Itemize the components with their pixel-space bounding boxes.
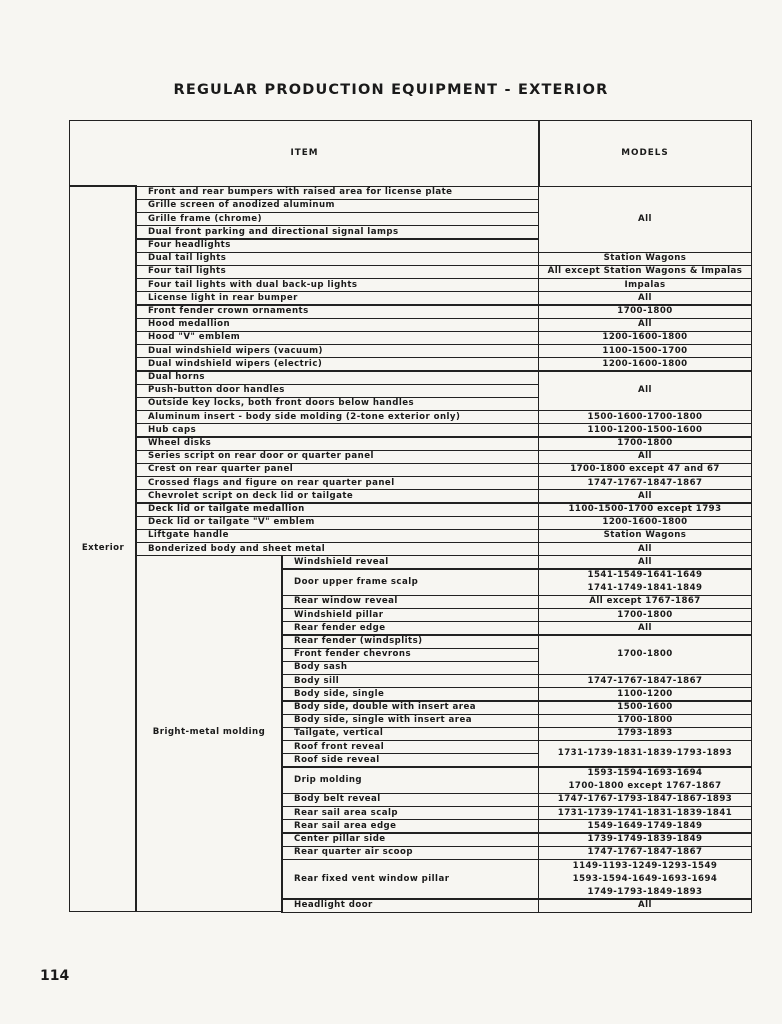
models-line: Station Wagons bbox=[603, 253, 687, 264]
models-line: 1700-1800 bbox=[617, 715, 673, 726]
models-line: 1549-1649-1749-1849 bbox=[587, 820, 703, 831]
models-line: 1700-1800 except 1767-1867 bbox=[568, 781, 722, 792]
models-line: All except 1767-1867 bbox=[589, 596, 701, 607]
item-row: Deck lid or tailgate "V" emblem bbox=[135, 516, 539, 531]
models-line: All bbox=[638, 543, 652, 554]
molding-row: Body sill bbox=[281, 674, 539, 689]
item-row: Hood medallion bbox=[135, 318, 539, 333]
molding-row: Roof side reveal bbox=[281, 753, 539, 768]
item-row: Dual windshield wipers (electric) bbox=[135, 357, 539, 372]
models-line: All bbox=[638, 213, 652, 224]
models-line: Impalas bbox=[624, 279, 666, 290]
molding-row: Rear quarter air scoop bbox=[281, 846, 539, 861]
header-item: ITEM bbox=[69, 120, 540, 187]
header-models: MODELS bbox=[538, 120, 752, 187]
models-line: All bbox=[638, 622, 652, 633]
models-line: All bbox=[638, 292, 652, 303]
molding-row: Rear fixed vent window pillar bbox=[281, 859, 539, 900]
molding-row: Front fender chevrons bbox=[281, 648, 539, 663]
item-row: Front and rear bumpers with raised area for license plate bbox=[135, 186, 539, 201]
models-line: 1731-1739-1741-1831-1839-1841 bbox=[557, 807, 733, 818]
models-line: 1500-1600-1700-1800 bbox=[587, 411, 703, 422]
molding-row: Center pillar side bbox=[281, 832, 539, 847]
item-row: Outside key locks, both front doors below handles bbox=[135, 397, 539, 412]
item-row: Crest on rear quarter panel bbox=[135, 463, 539, 478]
models-line: 1747-1767-1847-1867 bbox=[587, 675, 703, 686]
item-row: Dual front parking and directional signal lamps bbox=[135, 225, 539, 240]
item-row: Chevrolet script on deck lid or tailgate bbox=[135, 489, 539, 504]
molding-row: Rear sail area scalp bbox=[281, 806, 539, 821]
molding-row: Rear fender edge bbox=[281, 621, 539, 636]
models-cell bbox=[538, 766, 752, 794]
item-row: Aluminum insert - body side molding (2-tone exterior only) bbox=[135, 410, 539, 425]
item-row: Dual horns bbox=[135, 370, 539, 385]
models-line: 1149-1193-1249-1293-1549 bbox=[572, 860, 718, 871]
models-line: 1749-1793-1849-1893 bbox=[587, 886, 703, 897]
models-line: 1747-1767-1847-1867 bbox=[587, 847, 703, 858]
item-row: Grille frame (chrome) bbox=[135, 212, 539, 227]
models-line: 1541-1549-1641-1649 bbox=[587, 570, 703, 581]
molding-row: Tailgate, vertical bbox=[281, 727, 539, 742]
models-line: 1100-1500-1700 bbox=[602, 345, 688, 356]
molding-row: Rear fender (windsplits) bbox=[281, 634, 539, 649]
models-line: All bbox=[638, 490, 652, 501]
models-line: 1700-1800 except 47 and 67 bbox=[570, 464, 720, 475]
models-line: All bbox=[638, 556, 652, 567]
molding-row: Rear sail area edge bbox=[281, 819, 539, 834]
models-line: 1593-1594-1649-1693-1694 bbox=[572, 873, 718, 884]
item-row: Hood "V" emblem bbox=[135, 331, 539, 346]
models-line: All bbox=[638, 900, 652, 911]
molding-row: Windshield reveal bbox=[281, 555, 539, 570]
models-line: 1593-1594-1693-1694 bbox=[587, 768, 703, 779]
models-cell bbox=[538, 186, 752, 253]
models-line: 1500-1600 bbox=[617, 702, 673, 713]
molding-row: Body sash bbox=[281, 661, 539, 676]
models-line: 1100-1200-1500-1600 bbox=[587, 424, 703, 435]
page-title: REGULAR PRODUCTION EQUIPMENT - EXTERIOR bbox=[173, 82, 609, 98]
molding-row: Drip molding bbox=[281, 766, 539, 794]
models-cell bbox=[538, 568, 752, 596]
molding-row: Headlight door bbox=[281, 898, 539, 913]
models-line: 1100-1500-1700 except 1793 bbox=[568, 504, 722, 515]
item-row: Crossed flags and figure on rear quarter panel bbox=[135, 476, 539, 491]
models-line: 1700-1800 bbox=[617, 438, 673, 449]
models-cell bbox=[538, 634, 752, 675]
page-number: 114 bbox=[40, 968, 70, 984]
molding-row: Roof front reveal bbox=[281, 740, 539, 755]
models-line: 1741-1749-1841-1849 bbox=[587, 583, 703, 594]
models-line: All bbox=[638, 319, 652, 330]
models-line: 1700-1800 bbox=[617, 306, 673, 317]
models-line: All bbox=[638, 385, 652, 396]
item-row: Four tail lights bbox=[135, 265, 539, 280]
models-line: All bbox=[638, 451, 652, 462]
models-line: Station Wagons bbox=[603, 530, 687, 541]
item-row: Four tail lights with dual back-up lights bbox=[135, 278, 539, 293]
item-row: Liftgate handle bbox=[135, 529, 539, 544]
molding-row: Windshield pillar bbox=[281, 608, 539, 623]
item-row: Dual tail lights bbox=[135, 252, 539, 267]
models-line: 1747-1767-1847-1867 bbox=[587, 477, 703, 488]
subgroup-cell: Bright-metal molding bbox=[135, 555, 283, 912]
models-line: 1100-1200 bbox=[617, 688, 673, 699]
models-line: 1200-1600-1800 bbox=[602, 517, 688, 528]
models-line: 1700-1800 bbox=[617, 649, 673, 660]
item-row: Four headlights bbox=[135, 238, 539, 253]
models-line: 1200-1600-1800 bbox=[602, 332, 688, 343]
models-cell bbox=[538, 740, 752, 768]
models-line: 1700-1800 bbox=[617, 609, 673, 620]
item-row: Grille screen of anodized aluminum bbox=[135, 199, 539, 214]
item-row: License light in rear bumper bbox=[135, 291, 539, 306]
models-line: 1739-1749-1839-1849 bbox=[587, 834, 703, 845]
category-cell: Exterior bbox=[69, 185, 137, 912]
item-row: Hub caps bbox=[135, 423, 539, 438]
molding-row: Rear window reveal bbox=[281, 595, 539, 610]
models-line: 1731-1739-1831-1839-1793-1893 bbox=[557, 748, 733, 759]
molding-row: Body side, single with insert area bbox=[281, 714, 539, 729]
models-cell bbox=[538, 370, 752, 411]
item-row: Series script on rear door or quarter panel bbox=[135, 450, 539, 465]
molding-row: Body belt reveal bbox=[281, 793, 539, 808]
item-row: Front fender crown ornaments bbox=[135, 304, 539, 319]
molding-row: Door upper frame scalp bbox=[281, 568, 539, 596]
models-cell bbox=[538, 859, 752, 900]
models-line: 1200-1600-1800 bbox=[602, 358, 688, 369]
molding-row: Body side, single bbox=[281, 687, 539, 702]
models-line: 1793-1893 bbox=[617, 728, 673, 739]
item-row: Wheel disks bbox=[135, 436, 539, 451]
models-cell bbox=[538, 898, 752, 913]
models-line: 1747-1767-1793-1847-1867-1893 bbox=[557, 794, 733, 805]
molding-row: Body side, double with insert area bbox=[281, 700, 539, 715]
item-row: Bonderized body and sheet metal bbox=[135, 542, 539, 557]
item-row: Push-button door handles bbox=[135, 384, 539, 399]
item-row: Deck lid or tailgate medallion bbox=[135, 502, 539, 517]
models-line: All except Station Wagons & Impalas bbox=[547, 266, 743, 277]
item-row: Dual windshield wipers (vacuum) bbox=[135, 344, 539, 359]
